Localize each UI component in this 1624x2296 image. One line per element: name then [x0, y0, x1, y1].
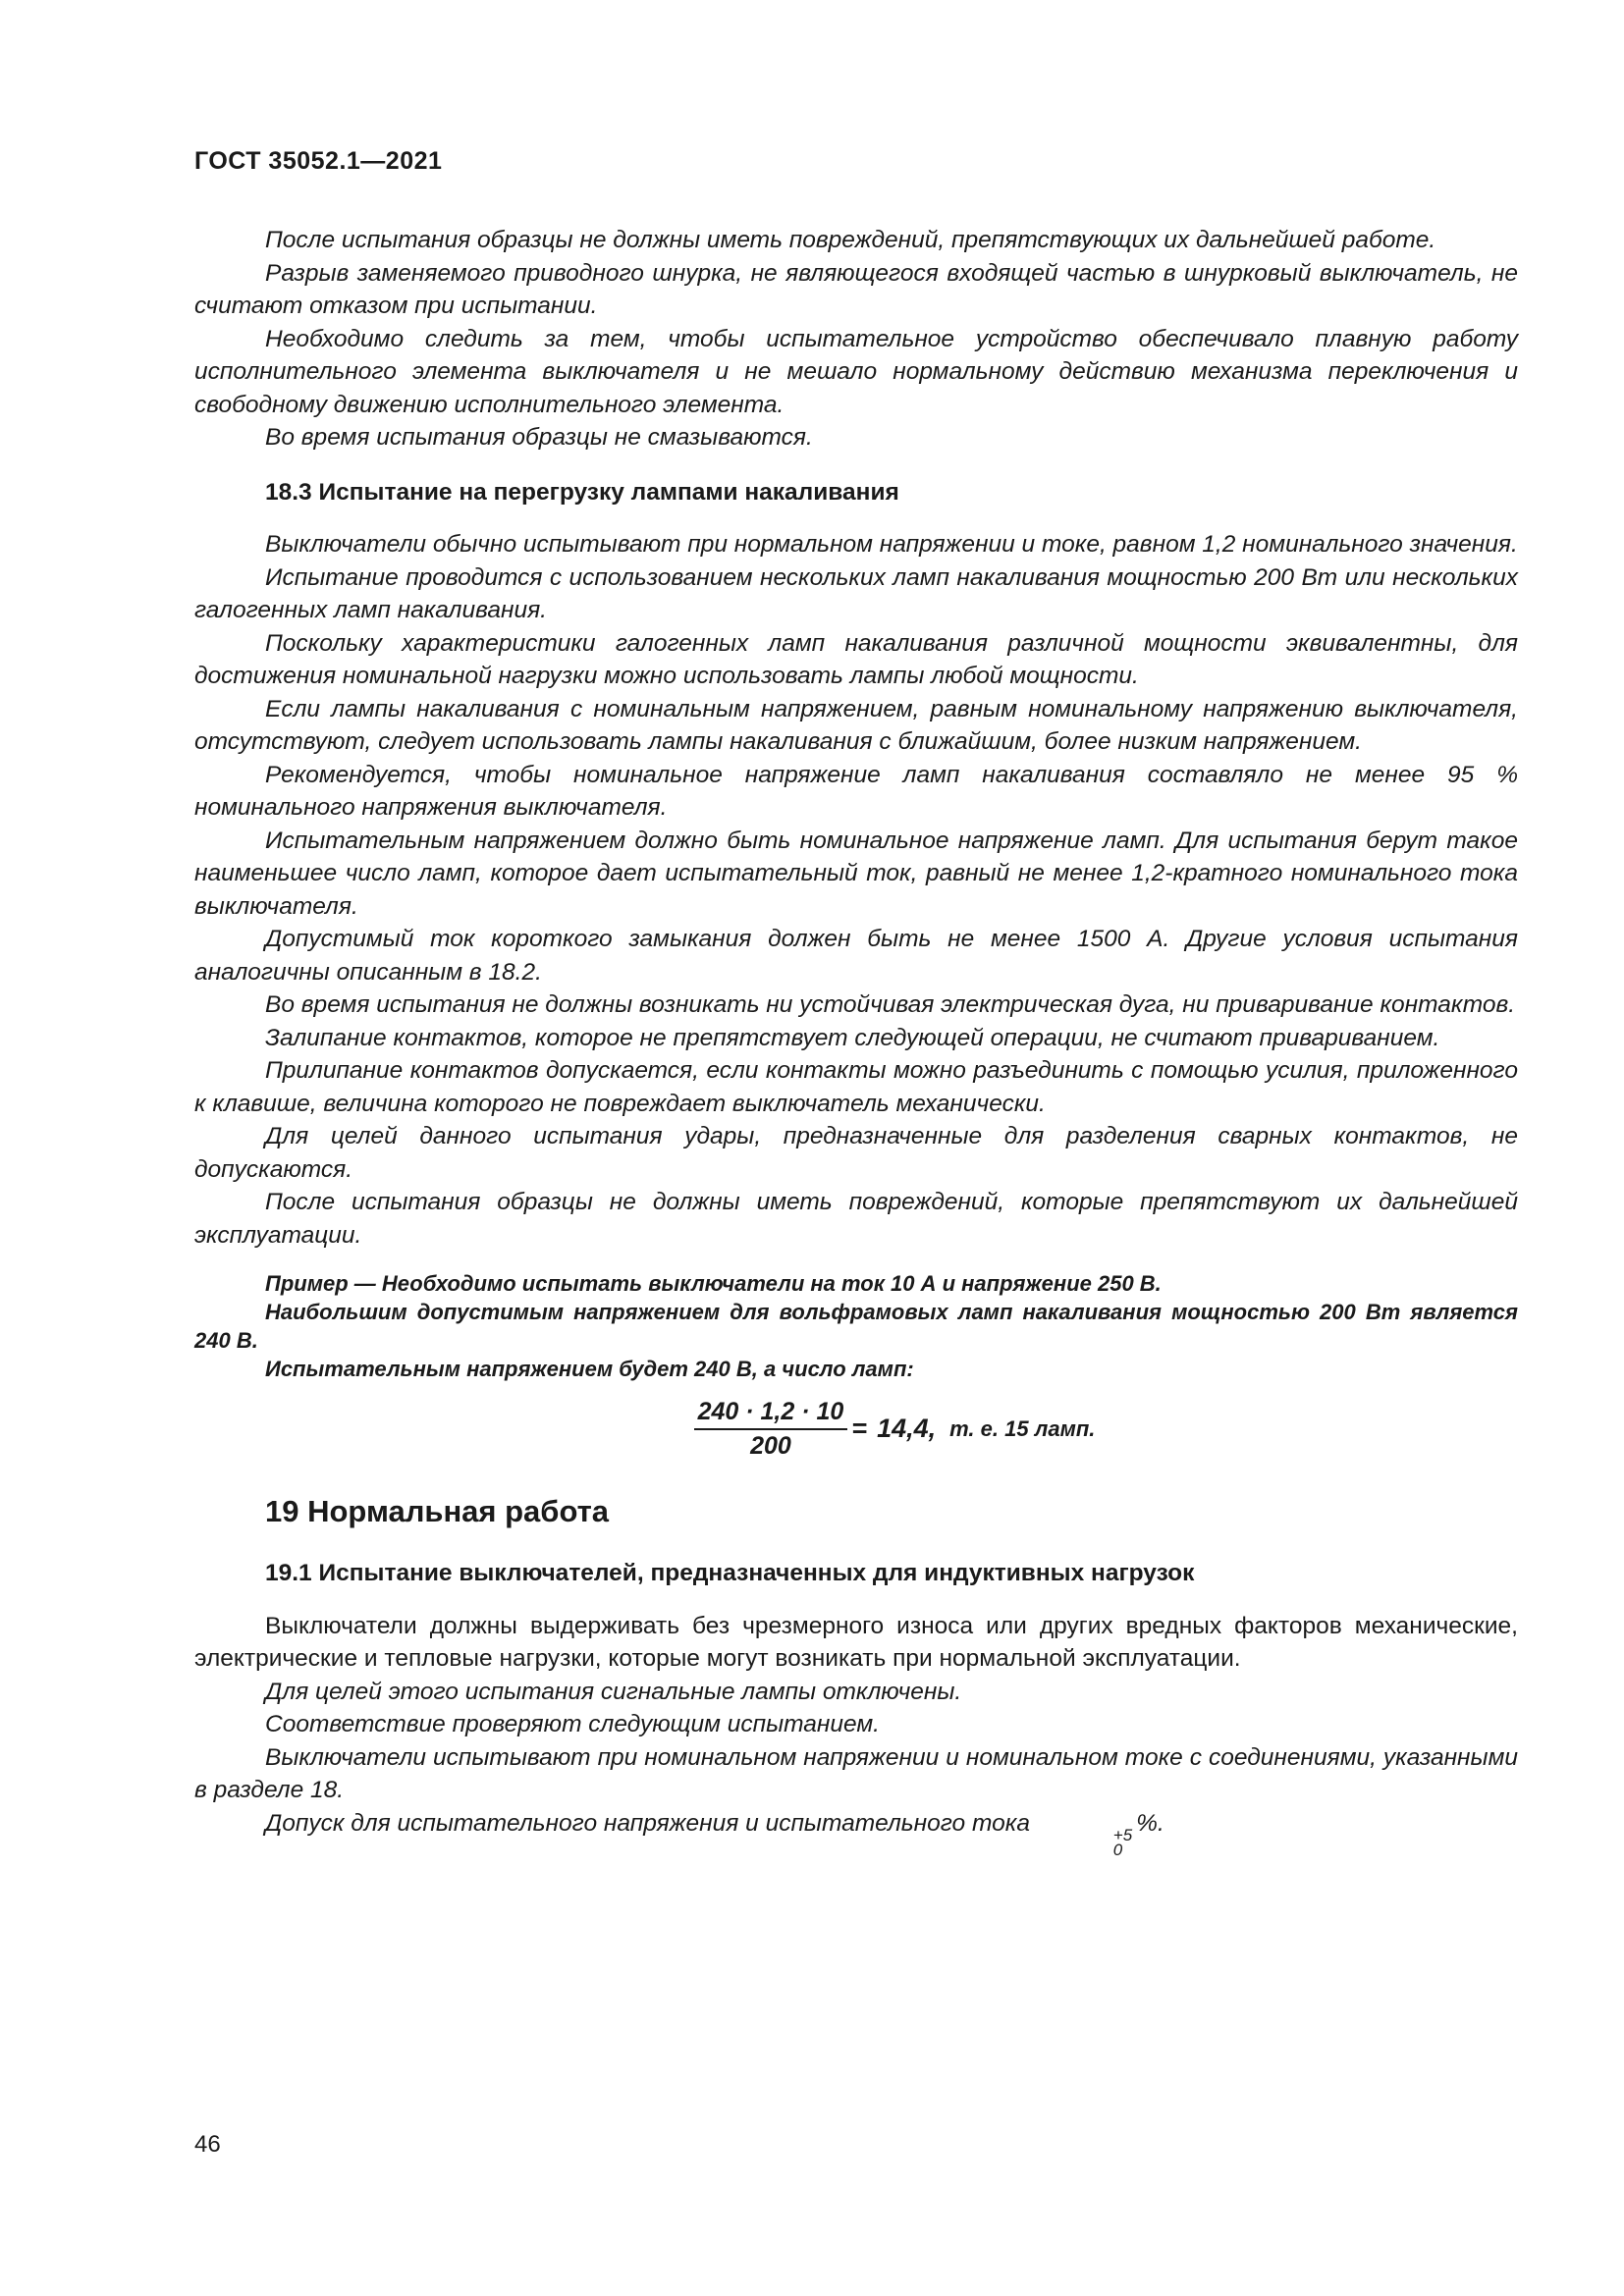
paragraph: Соответствие проверяют следующим испытанием.	[265, 1711, 880, 1737]
paragraph: Испытательным напряжением должно быть номинальное напряжение ламп. Для испытания берут такое наименьшее число ламп, которое дает испытательный ток, равный не менее 1,2-кратного номинального тока выключателя.	[194, 827, 1518, 920]
paragraph: Залипание контактов, которое не препятствует следующей операции, не считают привариванием.	[265, 1024, 1440, 1051]
paragraph: После испытания образцы не должны иметь повреждений, которые препятствуют их дальнейшей эксплуатации.	[194, 1189, 1518, 1249]
lamp-count-formula	[194, 1397, 1518, 1461]
paragraph: Если лампы накаливания с номинальным напряжением, равным номинальному напряжению выключателя, отсутствуют, следует использовать лампы накаливания с ближайшим, более низким напряжением.	[194, 695, 1518, 755]
page-number: 46	[194, 2131, 221, 2158]
formula-result: 14,4,	[877, 1413, 937, 1443]
document-header: ГОСТ 35052.1—2021	[194, 147, 443, 175]
tolerance-limits	[1043, 1825, 1133, 1859]
section-heading-19-1: 19.1 Испытание выключателей, предназначенных для индуктивных нагрузок	[265, 1560, 1195, 1586]
paragraph: Разрыв заменяемого приводного шнурка, не являющегося входящей частью в шнурковый выключатель, не считают отказом при испытании.	[194, 259, 1518, 319]
paragraph: Выключатели испытывают при номинальном напряжении и номинальном токе с соединениями, указанными в разделе 18.	[194, 1743, 1518, 1803]
paragraph: Выключатели обычно испытывают при нормальном напряжении и токе, равном 1,2 номинального значения.	[265, 531, 1518, 558]
paragraph: Для целей данного испытания удары, предназначенные для разделения сварных контактов, не допускаются.	[194, 1123, 1518, 1183]
tolerance-paragraph	[194, 1807, 1518, 1857]
paragraph: Для целей этого испытания сигнальные лампы отключены.	[265, 1678, 962, 1705]
example-line: Испытательным напряжением будет 240 В, а число ламп:	[265, 1357, 914, 1381]
document-body	[194, 224, 1518, 1857]
paragraph: Во время испытания образцы не смазываются.	[265, 424, 813, 451]
section-heading-19: 19 Нормальная работа	[265, 1494, 610, 1528]
paragraph: Во время испытания не должны возникать ни устойчивая электрическая дуга, ни приваривание контактов.	[265, 991, 1516, 1018]
paragraph: После испытания образцы не должны иметь повреждений, препятствующих их дальнейшей работе.	[265, 227, 1436, 253]
tolerance-text: Допуск для испытательного напряжения и испытательного тока	[265, 1809, 1030, 1837]
fraction-numerator: 240 · 1,2 · 10	[694, 1397, 848, 1430]
fraction	[694, 1397, 848, 1461]
example-block	[194, 1269, 1518, 1383]
paragraph: Поскольку характеристики галогенных ламп накаливания различной мощности эквивалентны, для достижения номинальной нагрузки можно использовать лампы любой мощности.	[194, 629, 1518, 689]
paragraph: Допустимый ток короткого замыкания должен быть не менее 1500 А. Другие условия испытания аналогичны описанным в 18.2.	[194, 926, 1518, 986]
paragraph: Необходимо следить за тем, чтобы испытательное устройство обеспечивало плавную работу исполнительного элемента выключателя и не мешало нормальному действию механизма переключения и свободному движению исполнительного элемента.	[194, 325, 1518, 418]
formula-conclusion: т. е. 15 ламп.	[949, 1415, 1096, 1441]
tolerance-upper: +5	[1112, 1825, 1133, 1844]
example-line: Наибольшим допустимым напряжением для вольфрамовых ламп накаливания мощностью 200 Вт является 240 В.	[194, 1300, 1518, 1353]
tolerance-unit: %.	[1136, 1809, 1164, 1837]
section-19-1-body	[194, 1610, 1518, 1857]
section-18-3-body	[194, 528, 1518, 1252]
top-paragraphs	[194, 224, 1518, 454]
fraction-denominator: 200	[750, 1432, 791, 1460]
example-line: Пример — Необходимо испытать выключатели на ток 10 А и напряжение 250 В.	[265, 1271, 1162, 1296]
section-heading-18-3: 18.3 Испытание на перегрузку лампами накаливания	[265, 478, 899, 506]
paragraph: Рекомендуется, чтобы номинальное напряжение ламп накаливания составляло не менее 95 % номинального напряжения выключателя.	[194, 761, 1518, 821]
equals-sign: =	[851, 1413, 868, 1443]
tolerance-lower: 0	[1112, 1840, 1123, 1859]
paragraph: Прилипание контактов допускается, если контакты можно разъединить с помощью усилия, приложенного к клавише, величина которого не повреждает выключатель механически.	[194, 1057, 1518, 1117]
paragraph: Выключатели должны выдерживать без чрезмерного износа или других вредных факторов механические, электрические и тепловые нагрузки, которые могут возникать при нормальной эксплуатации.	[194, 1612, 1518, 1672]
paragraph: Испытание проводится с использованием нескольких ламп накаливания мощностью 200 Вт или нескольких галогенных ламп накаливания.	[194, 563, 1518, 623]
